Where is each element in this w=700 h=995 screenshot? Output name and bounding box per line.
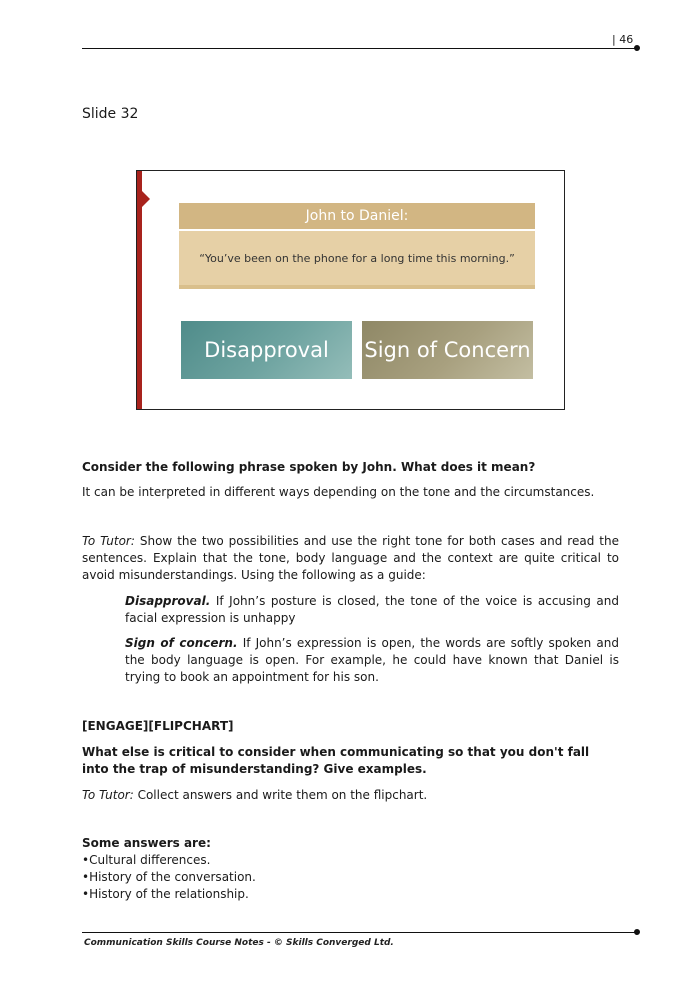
header-rule	[82, 48, 637, 49]
answer-item: •History of the conversation.	[82, 870, 256, 884]
tutor-label: To Tutor:	[82, 788, 134, 802]
header-rule-dot	[634, 45, 640, 51]
answer-1: It can be interpreted in different ways depending on the tone and the circumstances.	[82, 485, 595, 499]
page-number: | 46	[612, 33, 634, 46]
answer-item: •Cultural differences.	[82, 853, 211, 867]
engage-tag: [ENGAGE][FLIPCHART]	[82, 719, 234, 733]
guide-point-concern	[125, 635, 619, 686]
tutor-note-1	[82, 533, 619, 584]
slide-quote-heading: John to Daniel:	[179, 203, 535, 229]
slide-quote-text: “You’ve been on the phone for a long time this morning.”	[179, 231, 535, 289]
answers-heading: Some answers are:	[82, 836, 211, 850]
guide-point-text: If John’s expression is open, the words are softly spoken and the body language is open. For example, he could have known that Daniel is trying to book an appointment for his son.	[125, 636, 619, 684]
answer-item: •History of the relationship.	[82, 887, 249, 901]
guide-point-text: If John’s posture is closed, the tone of the voice is accusing and facial expression is unhappy	[125, 594, 619, 625]
footer-rule	[82, 932, 637, 933]
question-1: Consider the following phrase spoken by John. What does it mean?	[82, 460, 536, 474]
tutor-text: Collect answers and write them on the flipchart.	[133, 788, 428, 802]
slide-label: Slide 32	[82, 106, 139, 122]
question-2: What else is critical to consider when communicating so that you don't fall into the trap of misunderstanding? Give examples.	[82, 745, 590, 776]
tutor-text: Show the two possibilities and use the right tone for both cases and read the sentences. Explain that the tone, body language and the context are quite critical to avoid misunderstandings. Using the following as a guide:	[82, 534, 619, 582]
slide-accent-flag	[142, 191, 150, 207]
slide-option-disapproval: Disapproval	[181, 321, 352, 379]
tutor-note-2	[82, 787, 619, 804]
guide-point-label: Disapproval.	[125, 594, 211, 608]
footer-rule-dot	[634, 929, 640, 935]
slide-preview	[136, 170, 565, 410]
guide-point-disapproval	[125, 593, 619, 627]
guide-point-label: Sign of concern.	[125, 636, 238, 650]
slide-option-concern: Sign of Concern	[362, 321, 533, 379]
tutor-label: To Tutor:	[82, 534, 135, 548]
footer-text: Communication Skills Course Notes - © Skills Converged Ltd.	[84, 938, 394, 948]
